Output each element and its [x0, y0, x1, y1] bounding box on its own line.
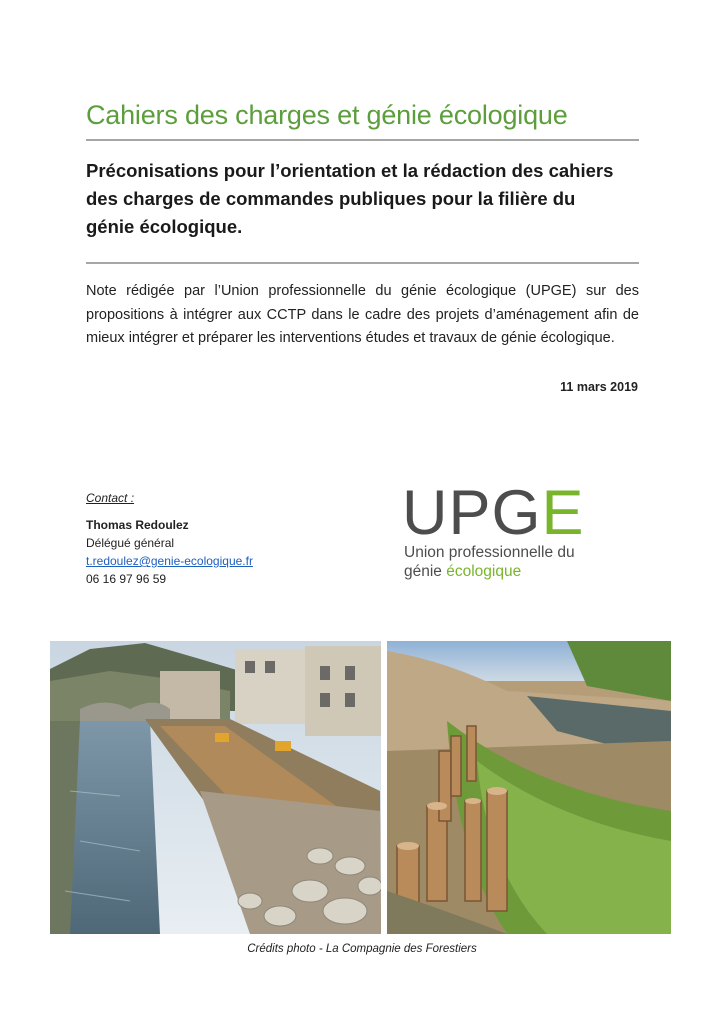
logo-tagline-line2: [404, 563, 521, 581]
document-date: 11 mars 2019: [560, 380, 638, 394]
logo-tagline-accent: écologique: [446, 563, 522, 580]
logo-wordmark-main: UPG: [402, 478, 542, 548]
logo-tagline-prefix: génie: [404, 563, 447, 580]
logo-wordmark-accent: E: [541, 478, 585, 548]
upge-logo: [402, 478, 632, 588]
subtitle-line: Préconisations pour l’orientation et la rédaction des cahiers: [86, 160, 614, 181]
photo-credits: Crédits photo - La Compagnie des Forestiers: [247, 943, 477, 955]
subtitle-line: génie écologique.: [86, 216, 243, 237]
contact-block: [86, 489, 346, 588]
river-bank-photo: [50, 641, 381, 934]
contact-phone: 06 16 97 96 59: [86, 572, 167, 586]
contact-label: Contact :: [86, 491, 135, 505]
title-divider: [86, 139, 639, 141]
planted-stakes-photo: [387, 641, 671, 934]
document-subtitle: [86, 157, 646, 241]
logo-tagline-line1: Union professionnelle du: [404, 544, 575, 561]
intro-paragraph: Note rédigée par l’Union professionnelle du génie écologique (UPGE) sur des propositions à intégrer aux CCTP dans le cadre des projets d’aménagement afin de mieux intégrer et préparer les interventions études et travaux de génie écologique.: [86, 283, 639, 346]
contact-email-link[interactable]: t.redoulez@genie-ecologique.fr: [86, 554, 253, 568]
contact-name: Thomas Redoulez: [86, 518, 189, 532]
subtitle-line: des charges de commandes publiques pour la filière du: [86, 188, 576, 209]
contact-role: Délégué général: [86, 536, 175, 550]
document-title: Cahiers des charges et génie écologique: [86, 100, 568, 130]
subtitle-divider: [86, 262, 639, 264]
logo-wordmark: [402, 478, 585, 548]
